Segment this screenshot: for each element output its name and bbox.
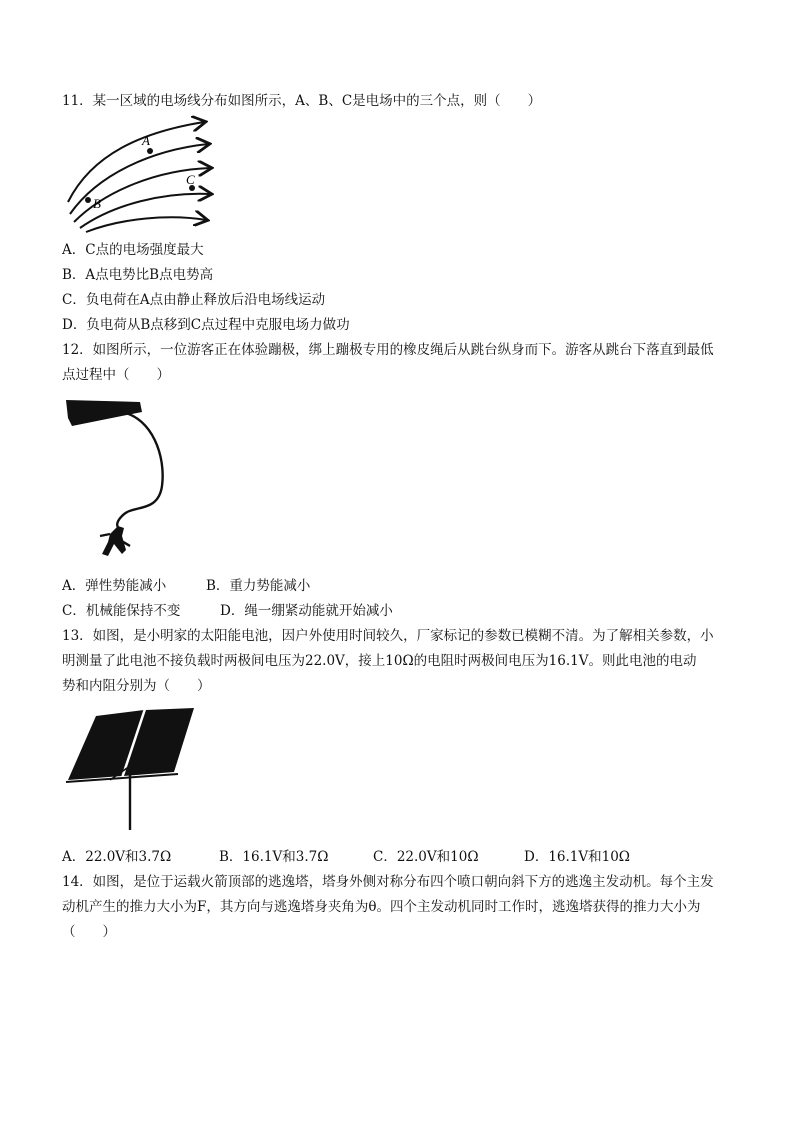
q11-option-c: C．负电荷在A点由静止释放后沿电场线运动 <box>62 292 326 308</box>
q13-stem-line3: 势和内阻分别为（ ） <box>62 678 211 694</box>
q11-stem: 11．某一区域的电场线分布如图所示，A、B、C是电场中的三个点，则（ ） <box>62 93 542 109</box>
q14-stem-line2: 动机产生的推力大小为F，其方向与逃逸塔身夹角为θ。四个主发动机同时工作时，逃逸塔获得的推力大小为 <box>62 899 701 915</box>
q11-field-lines-figure <box>62 114 222 234</box>
label-c: C <box>186 172 195 187</box>
bungee-cord <box>117 412 162 530</box>
label-b: B <box>93 196 101 211</box>
q12-option-b: B．重力势能减小 <box>206 578 311 594</box>
q12-option-d: D．绳一绷紧动能就开始减小 <box>220 603 393 619</box>
point-b <box>85 197 91 203</box>
q14-stem-line1: 14．如图，是位于运载火箭顶部的逃逸塔，塔身外侧对称分布四个喷口朝向斜下方的逃逸主发动机。每个主发 <box>62 874 714 890</box>
q13-solar-panel-figure <box>62 706 202 834</box>
point-a <box>147 148 153 154</box>
field-line-5 <box>86 217 206 232</box>
q12-stem-line2: 点过程中（ ） <box>62 367 170 383</box>
q13-option-b: B．16.1V和3.7Ω <box>219 849 329 865</box>
q11-option-a: A．C点的电场强度最大 <box>62 242 204 258</box>
q13-option-c: C．22.0V和10Ω <box>373 849 479 865</box>
q12-bungee-figure <box>62 396 172 572</box>
jump-platform <box>66 400 142 426</box>
q12-stem-line1: 12．如图所示，一位游客正在体验蹦极，绑上蹦极专用的橡皮绳后从跳台纵身而下。游客从跳台下落直到最低 <box>62 342 714 358</box>
q13-option-a: A．22.0V和3.7Ω <box>62 849 172 865</box>
q13-stem-line2: 明测量了此电池不接负载时两极间电压为22.0V，接上10Ω的电阻时两极间电压为16.1V。则此电池的电动 <box>62 653 697 669</box>
q11-option-d: D．负电荷从B点移到C点过程中克服电场力做功 <box>62 317 350 333</box>
q12-option-a: A．弹性势能减小 <box>62 578 167 594</box>
q13-stem-line1: 13．如图，是小明家的太阳能电池，因户外使用时间较久，厂家标记的参数已模糊不清。为了解相关参数，小 <box>62 628 714 644</box>
q11-option-b: B．A点电势比B点电势高 <box>62 267 214 283</box>
q13-option-d: D．16.1V和10Ω <box>524 849 631 865</box>
q14-stem-line3: （ ） <box>62 924 116 940</box>
label-a: A <box>142 133 150 148</box>
q12-option-c: C．机械能保持不变 <box>62 603 181 619</box>
